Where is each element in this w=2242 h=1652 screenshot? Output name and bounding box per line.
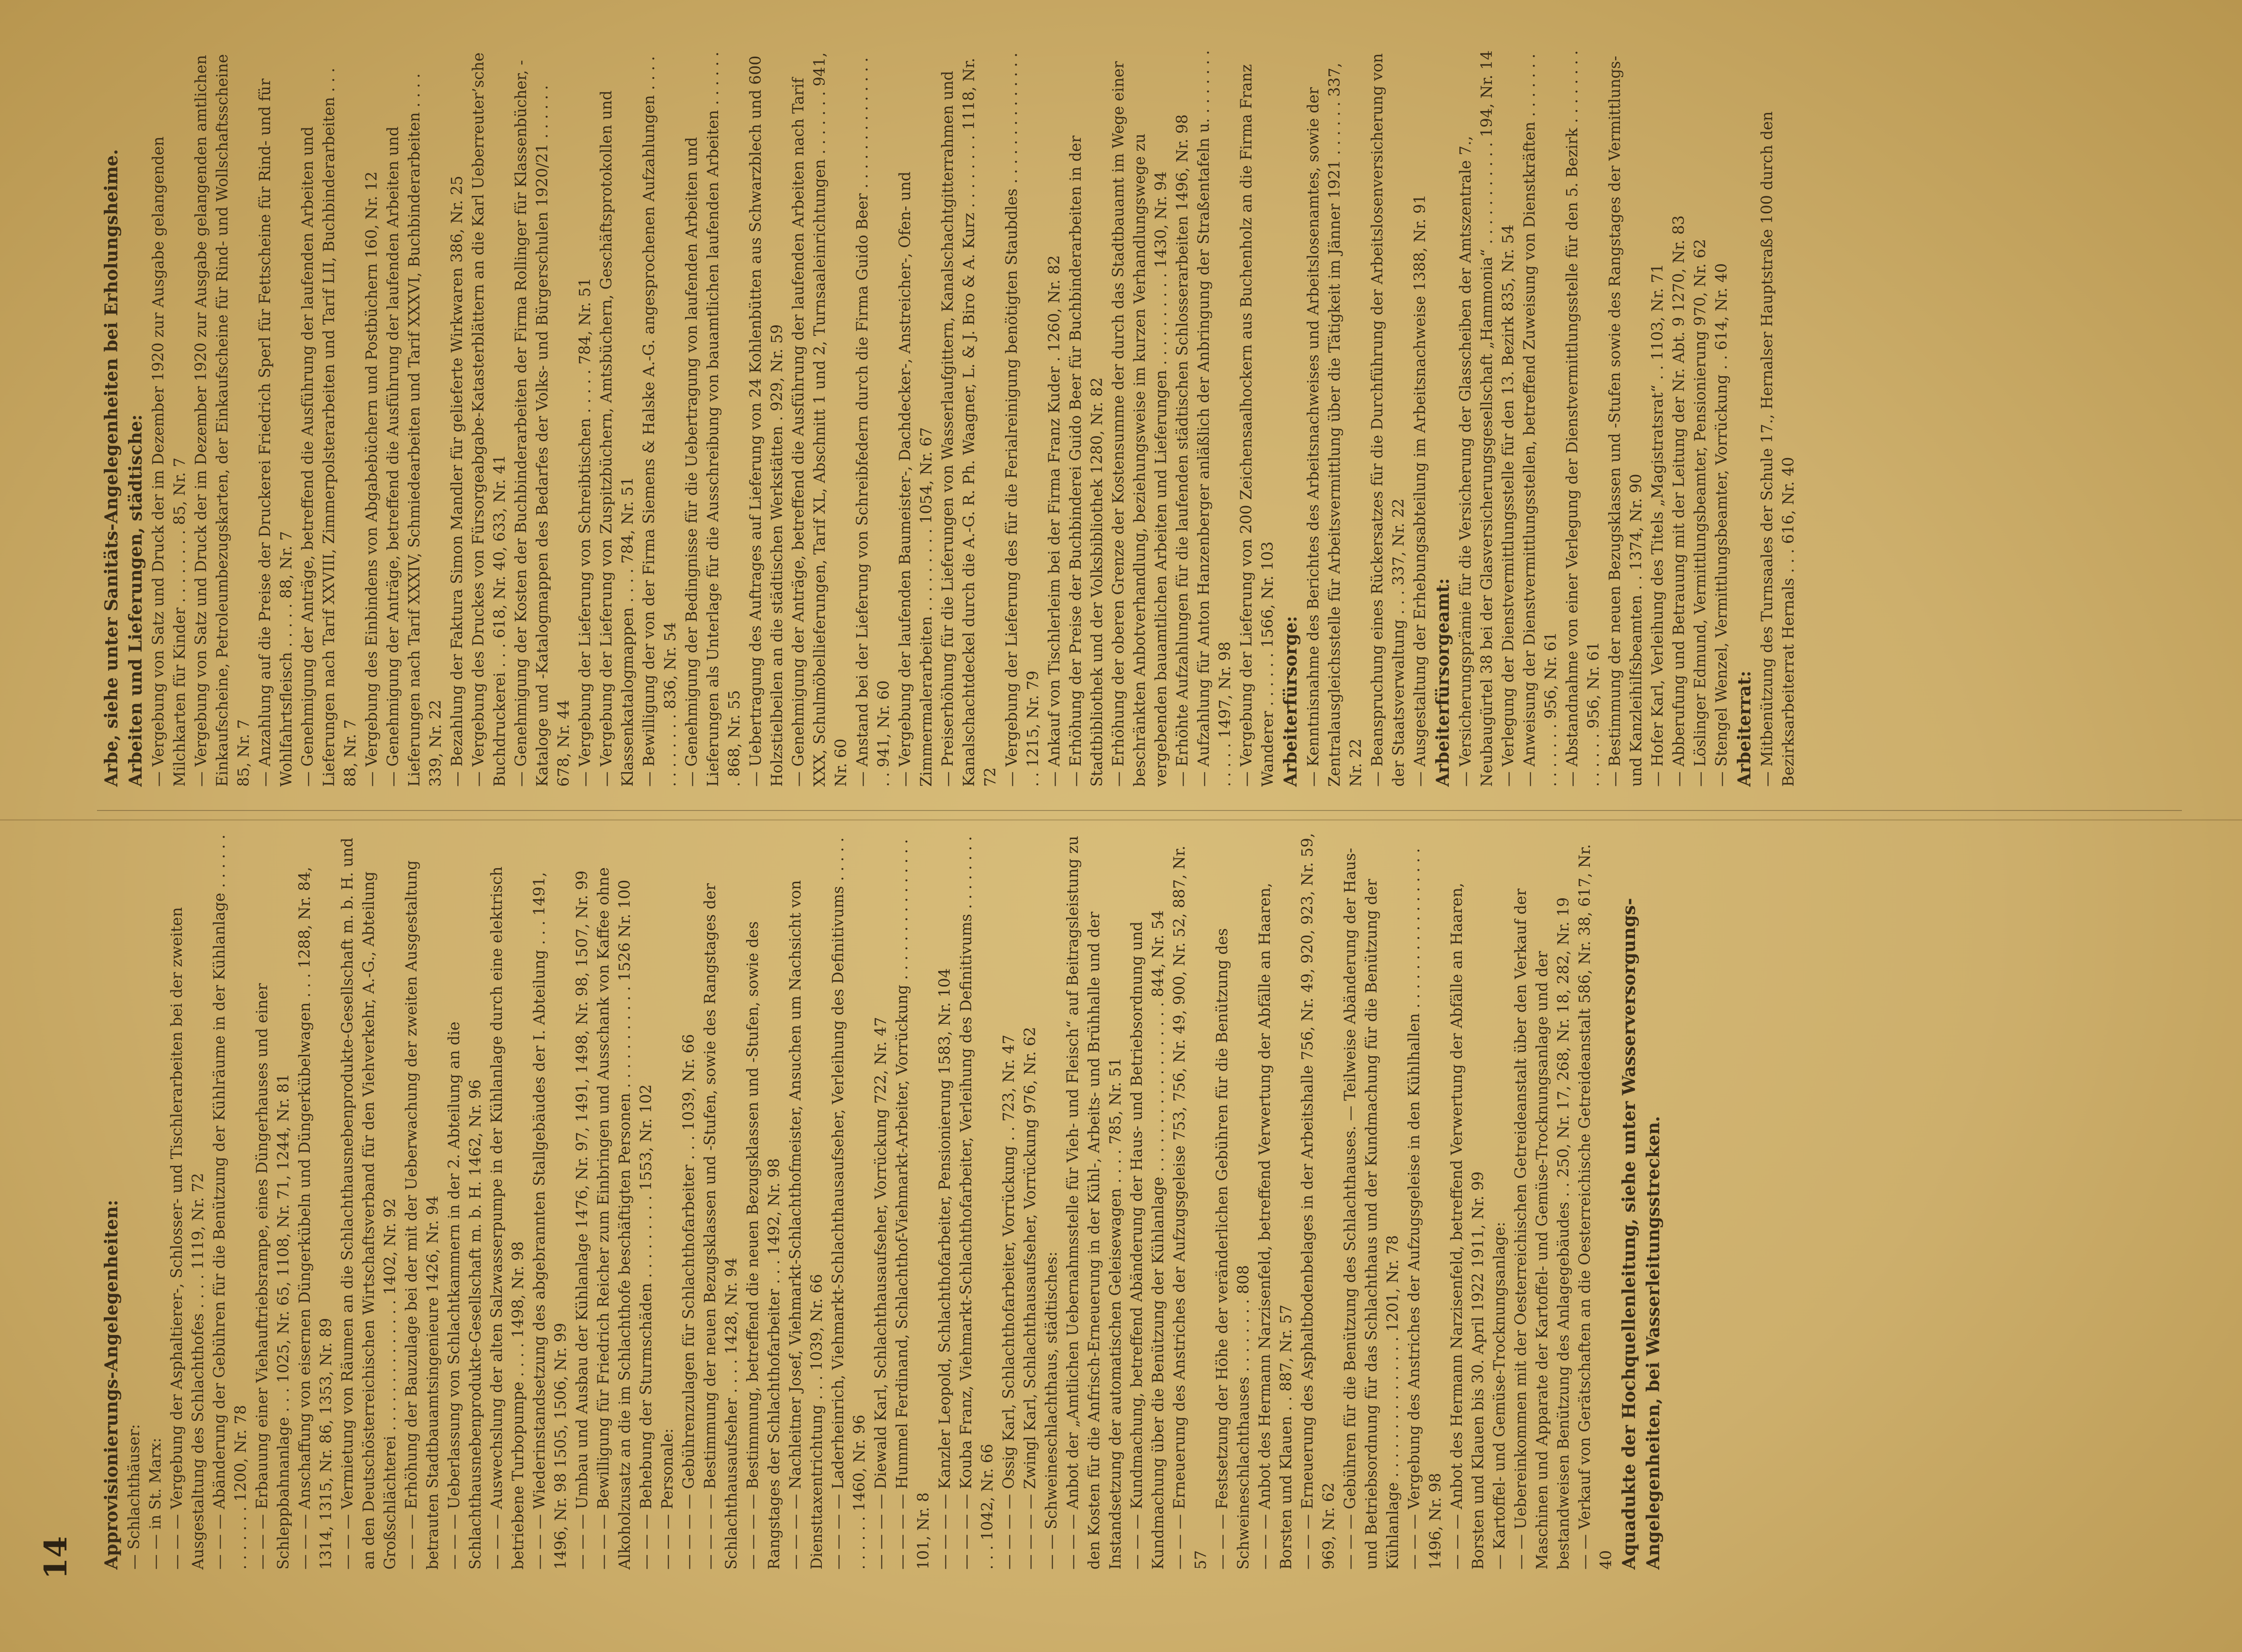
index-entry: — — — Anschaffung von eisernen Düngerkübeln und Düngerkübelwagen . . . 1288, Nr. 84, 1314, 1315, Nr. 86, 1353, Nr. 89 — [296, 862, 335, 1570]
index-entry: — — — Personale: — [659, 1428, 676, 1570]
index-entry: — — — Anbot des Hermann Narzisenfeld, betreffend Verwertung der Abfälle an Haaren, Borsten und Klauen . . 887, Nr. 57 — [1256, 878, 1295, 1570]
index-entry: — Vergebung der Lieferung von Zuspitzbüchern, Amtsbüchern, Geschäftsprotokollen und Klassenkatalogmappen . . . . 784, Nr. 51 — [598, 85, 637, 787]
index-heading: Aquadukte der Hochquellenleitung, siehe unter Wasserversorgungs-Angelegenheiten, bei Wasserleitungsstrecken. — [1619, 898, 1664, 1570]
index-entry: — Genehmigung der Anträge, betreffend die Ausführung der laufenden Arbeiten und Lieferungen nach Tarif XXXIV, Schmiedearbeiten und Tarif XXXVI, Buchbinderarbeiten . . . . 339, Nr. 22 — [384, 68, 445, 787]
index-entry: — — — Auswechslung der alten Salzwasserpumpe in der Kühlanlage durch eine elektrisch betriebene Turbopumpe . . . . 1498, Nr. 98 — [488, 861, 527, 1570]
index-entry: — Schlachthäuser: — [126, 1424, 143, 1570]
index-entry: — — — — Zwingl Karl, Schlachthausaufseher, Vorrückung 976, Nr. 62 — [1022, 1027, 1039, 1570]
index-entry: — — — — Bestimmung der neuen Bezugsklassen und -Stufen, sowie des Rangstages der Schlachthausaufseher . . . . 1428, Nr. 94 — [702, 878, 740, 1570]
index-entry: — — — Umbau und Ausbau der Kühlanlage 1476, Nr. 97, 1491, 1498, Nr. 98, 1507, Nr. 99 — [574, 870, 591, 1570]
index-entry: — — — — Gebührenzulagen für Schlachthofarbeiter . . . 1039, Nr. 66 — [680, 1034, 698, 1570]
index-heading: Arbe, siehe unter Sanitäts-Angelegenheiten bei Erholungsheime. — [101, 149, 122, 787]
index-entry: — Genehmigung der Kosten der Buchbinderarbeiten der Firma Rollinger für Klassenbücher, -Kataloge und -Katalogmappen des Bedarfes der Volks- und Bürgerschulen 1920/21 . . . . . . 678, Nr. 44 — [512, 60, 573, 787]
index-entry: — Erhöhung der Preise der Buchbinderei Guido Beer für Buchbinderarbeiten in der Stadtbibliothek und der Volksbibliothek 1280, Nr. 82 — [1067, 130, 1106, 787]
index-entry: — — — — Diewald Karl, Schlachthausaufseher, Vorrückung 722, Nr. 47 — [872, 1017, 890, 1570]
index-entry: — Beanspruchung eines Rückersatzes für die Durchführung der Arbeitslosenversicherung von der Staatsverwaltung . . . 337, Nr. 22 — [1369, 48, 1408, 787]
index-entry: — Erhöhung der oberen Grenze der Kostensumme der durch das Stadtbauamt im Wege einer beschränkten Anbotverhandlung, beziehungsweise im kurzen Verhandlungswege zu vergebenden bauamtlichen Arbeiten und Lieferungen . . . . . . . . . . 1430, Nr. 94 — [1110, 56, 1170, 787]
index-entry: — — — Vergebung des Anstriches der Aufzugsgeleise in den Kühlhallen . . . . . . . . . . . . . . . . . 1496, Nr. 98 — [1406, 843, 1444, 1570]
index-entry: — — — — Hummel Ferdinand, Schlachthof-Viehmarkt-Arbeiter, Vorrückung . . . . . . . . . . . . . . . 101, Nr. 8 — [894, 834, 932, 1570]
index-entry: — Kenntnisnahme des Berichtes des Arbeitsnachweises und Arbeitslosenamtes, sowie der Zentralausgleichsstelle für Arbeitsvermittlung über die Tätigkeit im Jänner 1921 . . . . . . 337, Nr. 22 — [1305, 58, 1365, 787]
index-entry: — Anweisung der Dienstvermittlungsstellen, betreffend Zuweisung von Dienstkräften . . . . . . . . . . . . . . 956, Nr. 61 — [1521, 48, 1560, 787]
index-entry: — Vergebung der Lieferung von 200 Zeichensaalhockern aus Buchenholz an die Firma Franz Wanderer . . . . . . 1566, Nr. 103 — [1238, 59, 1277, 787]
column-divider — [97, 810, 2182, 811]
page-number: 14 — [38, 1536, 74, 1579]
index-entry: — — — Ueberlassung von Schlachtkammern in der 2. Abteilung an die Schlachthausnebenprodukte-Gesellschaft m. b. H. 1462, Nr. 96 — [446, 1017, 484, 1570]
index-entry: — Verlegung der Dienstvermittlungsstelle für den 13. Bezirk 835, Nr. 54 — [1500, 224, 1517, 787]
index-entry: — — — — Ossig Karl, Schlachthofarbeiter, Vorrückung . . 723, Nr. 47 — [1000, 1034, 1018, 1570]
index-heading: Arbeiten und Lieferungen, städtische: — [126, 414, 146, 787]
index-entry: — — — Erneuerung des Asphaltbodenbelages in der Arbeitshalle 756, Nr. 49, 920, 923, Nr. 59, 969, Nr. 62 — [1299, 828, 1338, 1570]
index-entry: — — in St. Marx: — [147, 1437, 164, 1570]
index-entry: — — — — Nachleitner Josef, Viehmarkt-Schlachthofmeister, Ansuchen um Nachsicht von Diensttaxentrichtung . . . 1039, Nr. 66 — [787, 875, 826, 1570]
index-heading: Approvisionierungs-Angelegenheiten: — [101, 1199, 122, 1570]
index-entry: — Preiserhöhung für die Lieferungen von Wasserlaufgittern, Kanalschachtgitterrahmen und Kanalschachtdeckel durch die A.-G. R. Ph. Waagner, L. & J. Biro & A. Kurz . . . . . . . . 1118, Nr. 72 — [939, 53, 999, 787]
index-entry: — Genehmigung der Anträge, betreffend die Ausführung der laufenden Arbeiten nach Tarif XXX, Schulmöbellieferungen, Tarif XL, Abschnitt 1 und 2, Turnsaaleinrichtungen . . . . . . . 941, Nr. 60 — [790, 48, 850, 787]
index-entry: — Erhöhte Aufzahlungen für die laufenden städtischen Schlosserarbeiten 1496, Nr. 98 — [1174, 114, 1191, 787]
index-column-left — [99, 828, 2209, 1570]
index-entry: — Abberufung und Betrauung mit der Leitung der Nr. Abt. 9 1270, Nr. 83 — [1670, 215, 1688, 787]
index-entry: — — — Erbauung einer Viehauftriebsrampe, eines Düngerhauses und einer Schleppbahnanlage . . . 1025, Nr. 65, 1108, Nr. 71, 1244, Nr. 81 — [254, 978, 292, 1570]
index-entry: — — — Bewilligung für Friedrich Reicher zum Einbringen und Ausschank von Kaffee ohne Alkoholzusatz an die im Schlachthofe beschäftigten Personen . . . . . . . . . . . 1526 Nr. 100 — [595, 862, 634, 1570]
index-entry: — Anstand bei der Lieferung von Schreibfedern durch die Firma Guido Beer . . . . . . . . . . . . . . . . 941, Nr. 60 — [854, 52, 893, 787]
index-entry: — Uebertragung des Auftrages auf Lieferung von 24 Kohlenbütten aus Schwarzblech und 600 Holzstielbeilen an die städtischen Werkstätten . 929, Nr. 59 — [747, 50, 786, 787]
index-entry: — — — Vermietung von Räumen an die Schlachthausnebenprodukte-Gesellschaft m. b. H. und an den Deutschösterreichischen Wirtschaftsverband für den Viehverkehr, A.-G., Abteilung Großschlächterei . . . . . . . . . . . . . . 1402, Nr. 92 — [339, 833, 399, 1570]
index-entry: — Vergebung des Einbindens von Abgabebüchern und Postbüchern 160, Nr. 12 — [363, 171, 381, 787]
index-entry: — — — Festsetzung der Höhe der veränderlichen Gebühren für die Benützung des Schweineschlachthauses . . . . . . . . 808 — [1214, 923, 1252, 1570]
index-entry: — Vergebung der laufenden Baumeister-, Dachdecker-, Anstreicher-, Ofen- und Zimmermalerarbeiten . . . . . . . . . 1054, Nr. 67 — [897, 166, 935, 787]
index-entry: — — — — Laderheinrich, Viehmarkt-Schlachthausaufseher, Verleihung des Definitivums . . . . . . . . . . . 1460, Nr. 96 — [830, 832, 868, 1570]
index-entry: — — — — Kanzler Leopold, Schlachthofarbeiter, Pensionierung 1583, Nr. 104 — [936, 968, 954, 1570]
index-entry: — — — Abänderung der Gebühren für die Benützung der Kühlräume in der Kühlanlage . . . . . . . . . . . . . 1200, Nr. 78 — [211, 829, 250, 1570]
index-entry: — Kartoffel- und Gemüse-Trocknungsanlage: — [1491, 1222, 1508, 1570]
index-heading: Arbeiterfürsorgeamt: — [1433, 578, 1453, 787]
index-entry: — — Verkauf von Gerätschaften an die Oesterreichische Getreideanstalt 586, Nr. 38, 617, Nr. 40 — [1576, 839, 1615, 1570]
index-entry: — Löslinger Edmund, Vermittlungsbeamter, Pensionierung 970, Nr. 62 — [1692, 239, 1709, 787]
index-entry: — — — — Kouba Franz, Viehmarkt-Schlachthofarbeiter, Verleihung des Definitivums . . . . . . . . . . . 1042, Nr. 66 — [958, 831, 996, 1570]
index-entry: — — — — Bestimmung, betreffend die neuen Bezugsklassen und -Stufen, sowie des Rangstages der Schlachthofarbeiter . . . 1492, Nr. 98 — [744, 916, 783, 1570]
index-entry: — Vergebung der Lieferung von Schreibtischen . . . . . 784, Nr. 51 — [577, 277, 594, 787]
index-entry: — — Schweineschlachthaus, städtisches: — [1043, 1251, 1060, 1570]
index-entry: — Anzahlung auf die Preise der Druckerei Friedrich Sperl für Fettscheine für Rind- und für Wohlfahrtsfleisch . . . . . 88, Nr. 7 — [256, 73, 295, 787]
index-entry: — Ausgestaltung der Erhebungsabteilung im Arbeitsnachweise 1388, Nr. 91 — [1411, 194, 1429, 787]
index-entry: — — — Erhöhung der Bauzulage bei der mit der Ueberwachung der zweiten Ausgestaltung betrauten Stadtbauamtsingenieure 1426, Nr. 94 — [403, 855, 442, 1570]
index-entry: — Genehmigung der Anträge, betreffend die Ausführung der laufenden Arbeiten und Lieferungen nach Tarif XXVIII, Zimmerpolsterarbeiten und Tarif LII, Buchbinderarbeiten . . . 88, Nr. 7 — [299, 63, 359, 787]
index-entry: — — — Gebühren für die Benützung des Schlachthauses. — Teilweise Abänderung der Haus- und Betriebsordnung für das Schlachthaus und der Kundmachung für die Benützung der Kühlanlage . . . . . . . . . . . . . . . 1201, Nr. 78 — [1342, 843, 1402, 1570]
index-entry: — — — Anbot der „Amtlichen Uebernahmsstelle für Vieh- und Fleisch“ auf Beitragsleistung zu den Kosten für die Anfrisch-Erneuerung in der Kühl-, Arbeits- und Brühhalle und der Instandsetzung der automatischen Geleisewagen . . . . 785, Nr. 51 — [1064, 831, 1124, 1570]
index-entry: — Vergebung von Satz und Druck der im Dezember 1920 zur Ausgabe gelangenden amtlichen Einkaufscheine, Petroleumbezugskarten, der Einkaufscheine für Rind- und Wollschaftsscheine 85, Nr. 7 — [192, 49, 253, 787]
index-entry: — Aufzahlung für Anton Hanzenberger anläßlich der Anbringung der Straßentafeln u. . . . . . . . . . . . . 1497, Nr. 98 — [1195, 45, 1234, 787]
index-heading: Arbeiterfürsorge: — [1281, 616, 1301, 787]
index-entry: — — — Wiederinstandsetzung des abgebrannten Stallgebäudes der I. Abteilung . . . 1491, 1496, Nr. 98 1505, 1506, Nr. 99 — [531, 867, 570, 1570]
index-entry: — Vergebung des Druckes von Fürsorgeabgabe-Katasterblättern an die Karl Ueberreuter’sche Buchdruckerei . . . 618, Nr. 40, 633, Nr. 41 — [470, 48, 509, 787]
index-entry: — — — Vergebung der Asphaltierer-, Schlosser- und Tischlerarbeiten bei der zweiten Ausgestaltung des Schlachthofes . . . . 1119, Nr. 72 — [168, 902, 207, 1570]
index-entry: — Bezahlung der Faktura Simon Mandler für gelieferte Wirkwaren 386, Nr. 25 — [448, 175, 466, 787]
index-entry: — Stengel Wenzel, Vermittlungsbeamter, Vorrückung . . 614, Nr. 40 — [1713, 263, 1730, 787]
index-entry: — Abstandnahme von einer Verlegung der Dienstvermittlungsstelle für den 5. Bezirk . . . . . . . . . . . . . . 956, Nr. 61 — [1564, 45, 1602, 787]
index-entry: — Hofer Karl, Verleihung des Titels „Magistratsrat“ . . 1103, Nr. 71 — [1649, 264, 1666, 787]
index-heading: Arbeiterrat: — [1734, 670, 1755, 787]
index-entry: — Versicherungsprämie für die Versicherung der Glasscheiben der Amtszentrale 7., Neubaugürtel 38 bei der Glasversicherungsgesellschaft „Hammonia“ . . . . . . . . . . . 194, Nr. 14 — [1457, 50, 1496, 787]
index-entry: — Mitbenützung des Turnsaales der Schule 17., Hernalser Hauptstraße 100 durch den Bezirksarbeiterrat Hernals . . . 616, Nr. 40 — [1759, 106, 1797, 787]
index-entry: — — — Erneuerung des Anstriches der Aufzugsgeleise 753, 756, Nr. 49, 900, Nr. 52, 887, Nr. 57 — [1171, 841, 1210, 1570]
index-entry: — Genehmigung der Bedingnisse für die Uebertragung von laufenden Arbeiten und Lieferungen als Unterlage für die Ausschreibung von bauamtlichen laufenden Arbeiten . . . . . . . 868, Nr. 55 — [683, 47, 743, 787]
index-entry: — Ankauf von Tischlerleim bei der Firma Franz Kuder . 1260, Nr. 82 — [1046, 255, 1063, 787]
index-column-right — [99, 45, 2209, 787]
index-entry: — Bewilligung der von der Firma Siemens & Halske A.-G. angesprochenen Aufzahlungen . . . . . . . . . . . . 836, Nr. 54 — [641, 51, 679, 787]
index-entry: — Bestimmung der neuen Bezugsklassen und -Stufen sowie des Rangstages der Vermittlungs- und Kanzleihilfsbeamten . . 1374, Nr. 90 — [1606, 51, 1645, 787]
index-entry: — Vergebung der Lieferung des für die Ferialreinigung benötigten Staubdles . . . . . . . . . . . . . . . . 1215, Nr. 79 — [1003, 48, 1042, 787]
index-entry: — — — Behebung der Sturmschäden . . . . . . . . . 1553, Nr. 102 — [638, 1084, 655, 1570]
index-entry: — Vergebung von Satz und Druck der im Dezember 1920 zur Ausgabe gelangenden Milchkarten für Kinder . . . . . . . . 85, Nr. 7 — [150, 131, 189, 787]
index-entry: — — Uebereinkommen mit der Oesterreichischen Getreideanstalt über den Verkauf der Maschinen und Apparate der Kartoffel- und Gemüse-Trocknungsanlage und der bestandweisen Benützung des Anlagegebäudes . . 250, Nr. 17, 268, Nr. 18, 282, Nr. 19 — [1512, 883, 1572, 1570]
index-entry: — — — Anbot des Hermann Narzisenfeld, betreffend Verwertung der Abfälle an Haaren, Borsten und Klauen bis 30. April 1922 1911, Nr. 99 — [1448, 878, 1487, 1570]
index-entry: — — — Kundmachung, betreffend Abänderung der Haus- und Betriebsordnung und Kundmachung über die Benützung der Kühlanlage . . . . . . . . . . . . . . . . . . 844, Nr. 54 — [1128, 910, 1167, 1570]
